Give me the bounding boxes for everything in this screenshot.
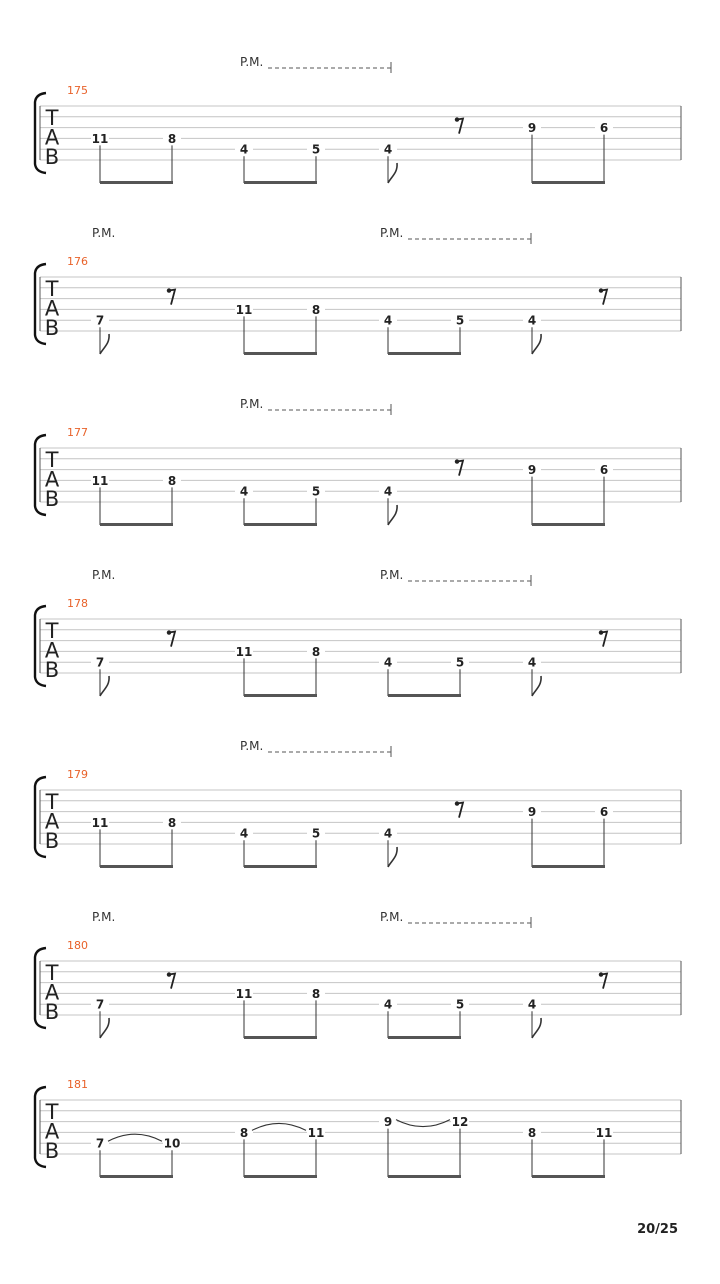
fret-number: 5 (455, 313, 465, 328)
tab-letter: T (45, 619, 59, 643)
eighth-flag (388, 163, 397, 183)
eighth-flag (100, 1018, 109, 1038)
tab-system (35, 397, 681, 526)
beam (244, 865, 317, 868)
palm-mute-label: P.M. (240, 55, 264, 69)
palm-mute-label: P.M. (380, 568, 404, 582)
tab-letter: T (45, 448, 59, 472)
eighth-rest-dot (167, 972, 171, 976)
beam (244, 1175, 317, 1178)
slur (396, 1120, 450, 1127)
fret-number: 6 (599, 463, 609, 478)
tab-letter: T (45, 1100, 59, 1124)
tab-letter: T (45, 961, 59, 985)
fret-number: 4 (383, 655, 393, 670)
fret-number: 7 (95, 1136, 105, 1151)
tab-letter: B (44, 829, 60, 853)
tab-letter: A (44, 467, 60, 492)
tab-letter: B (44, 316, 60, 340)
beam (244, 694, 317, 697)
measure-number: 175 (67, 84, 88, 97)
measure-number: 177 (67, 426, 88, 439)
fret-number: 5 (311, 142, 321, 157)
fret-number: 6 (599, 121, 609, 136)
fret-number: 9 (527, 805, 537, 820)
fret-number: 11 (235, 986, 253, 1001)
beam (532, 865, 605, 868)
fret-number: 7 (95, 313, 105, 328)
fret-number: 8 (167, 815, 177, 830)
fret-number: 4 (527, 997, 537, 1012)
eighth-flag (388, 847, 397, 867)
fret-number: 6 (599, 805, 609, 820)
fret-number: 8 (527, 1125, 537, 1140)
fret-number: 11 (91, 815, 109, 830)
tab-system (35, 55, 681, 184)
fret-number: 11 (595, 1125, 613, 1140)
fret-number: 8 (167, 131, 177, 146)
eighth-flag (388, 505, 397, 525)
tab-letter: B (44, 487, 60, 511)
fret-number: 5 (311, 826, 321, 841)
beam (244, 523, 317, 526)
tab-letter: T (45, 106, 59, 130)
tab-letter: A (44, 1119, 60, 1144)
eighth-flag (100, 334, 109, 354)
fret-number: 5 (455, 997, 465, 1012)
eighth-flag (532, 334, 541, 354)
fret-number: 12 (451, 1115, 469, 1130)
palm-mute-label: P.M. (380, 226, 404, 240)
beam (244, 352, 317, 355)
tab-letter: A (44, 638, 60, 663)
tab-letter: B (44, 1139, 60, 1163)
eighth-rest-dot (167, 630, 171, 634)
tab-letter: A (44, 980, 60, 1005)
fret-number: 4 (383, 826, 393, 841)
beam (388, 694, 461, 697)
tab-system (35, 910, 681, 1039)
beam (388, 1175, 461, 1178)
fret-number: 7 (95, 997, 105, 1012)
measure-number: 179 (67, 768, 88, 781)
fret-number: 4 (239, 484, 249, 499)
fret-number: 11 (235, 302, 253, 317)
slur (108, 1134, 162, 1141)
palm-mute-label: P.M. (240, 397, 264, 411)
tab-letter: B (44, 1000, 60, 1024)
tab-letter: A (44, 809, 60, 834)
fret-number: 5 (455, 655, 465, 670)
beam (388, 1036, 461, 1039)
fret-number: 11 (307, 1125, 325, 1140)
eighth-rest-dot (455, 801, 459, 805)
fret-number: 4 (383, 313, 393, 328)
fret-number: 4 (383, 484, 393, 499)
fret-number: 4 (527, 655, 537, 670)
tab-letter: A (44, 125, 60, 150)
palm-mute-label: P.M. (240, 739, 264, 753)
fret-number: 4 (383, 997, 393, 1012)
beam (100, 523, 173, 526)
fret-number: 8 (167, 473, 177, 488)
eighth-rest-dot (167, 288, 171, 292)
fret-number: 4 (239, 826, 249, 841)
tab-system (35, 739, 681, 868)
fret-number: 7 (95, 655, 105, 670)
fret-number: 8 (311, 986, 321, 1001)
tab-system (35, 1078, 681, 1178)
beam (532, 1175, 605, 1178)
eighth-flag (532, 1018, 541, 1038)
tab-letter: T (45, 277, 59, 301)
palm-mute-label: P.M. (92, 226, 116, 240)
eighth-rest-dot (455, 117, 459, 121)
measure-number: 176 (67, 255, 88, 268)
tab-letter: A (44, 296, 60, 321)
page-number: 20/25 (637, 1222, 678, 1237)
fret-number: 9 (383, 1115, 393, 1130)
tab-letter: B (44, 658, 60, 682)
eighth-flag (100, 676, 109, 696)
eighth-rest-dot (599, 972, 603, 976)
beam (532, 523, 605, 526)
beam (532, 181, 605, 184)
beam (244, 181, 317, 184)
measure-number: 181 (67, 1078, 88, 1091)
fret-number: 9 (527, 463, 537, 478)
beam (100, 1175, 173, 1178)
beam (388, 352, 461, 355)
beam (100, 181, 173, 184)
fret-number: 11 (91, 131, 109, 146)
eighth-rest-dot (455, 459, 459, 463)
beam (244, 1036, 317, 1039)
tab-letter: B (44, 145, 60, 169)
measure-number: 180 (67, 939, 88, 952)
eighth-flag (532, 676, 541, 696)
fret-number: 4 (239, 142, 249, 157)
fret-number: 4 (383, 142, 393, 157)
slur (252, 1123, 306, 1130)
fret-number: 11 (235, 644, 253, 659)
fret-number: 4 (527, 313, 537, 328)
palm-mute-label: P.M. (92, 910, 116, 924)
fret-number: 8 (311, 644, 321, 659)
fret-number: 8 (311, 302, 321, 317)
tab-system (35, 226, 681, 355)
fret-number: 8 (239, 1125, 249, 1140)
fret-number: 9 (527, 121, 537, 136)
fret-number: 10 (163, 1136, 181, 1151)
tab-system (35, 568, 681, 697)
measure-number: 178 (67, 597, 88, 610)
tab-letter: T (45, 790, 59, 814)
eighth-rest-dot (599, 630, 603, 634)
fret-number: 5 (311, 484, 321, 499)
eighth-rest-dot (599, 288, 603, 292)
palm-mute-label: P.M. (92, 568, 116, 582)
beam (100, 865, 173, 868)
palm-mute-label: P.M. (380, 910, 404, 924)
fret-number: 11 (91, 473, 109, 488)
